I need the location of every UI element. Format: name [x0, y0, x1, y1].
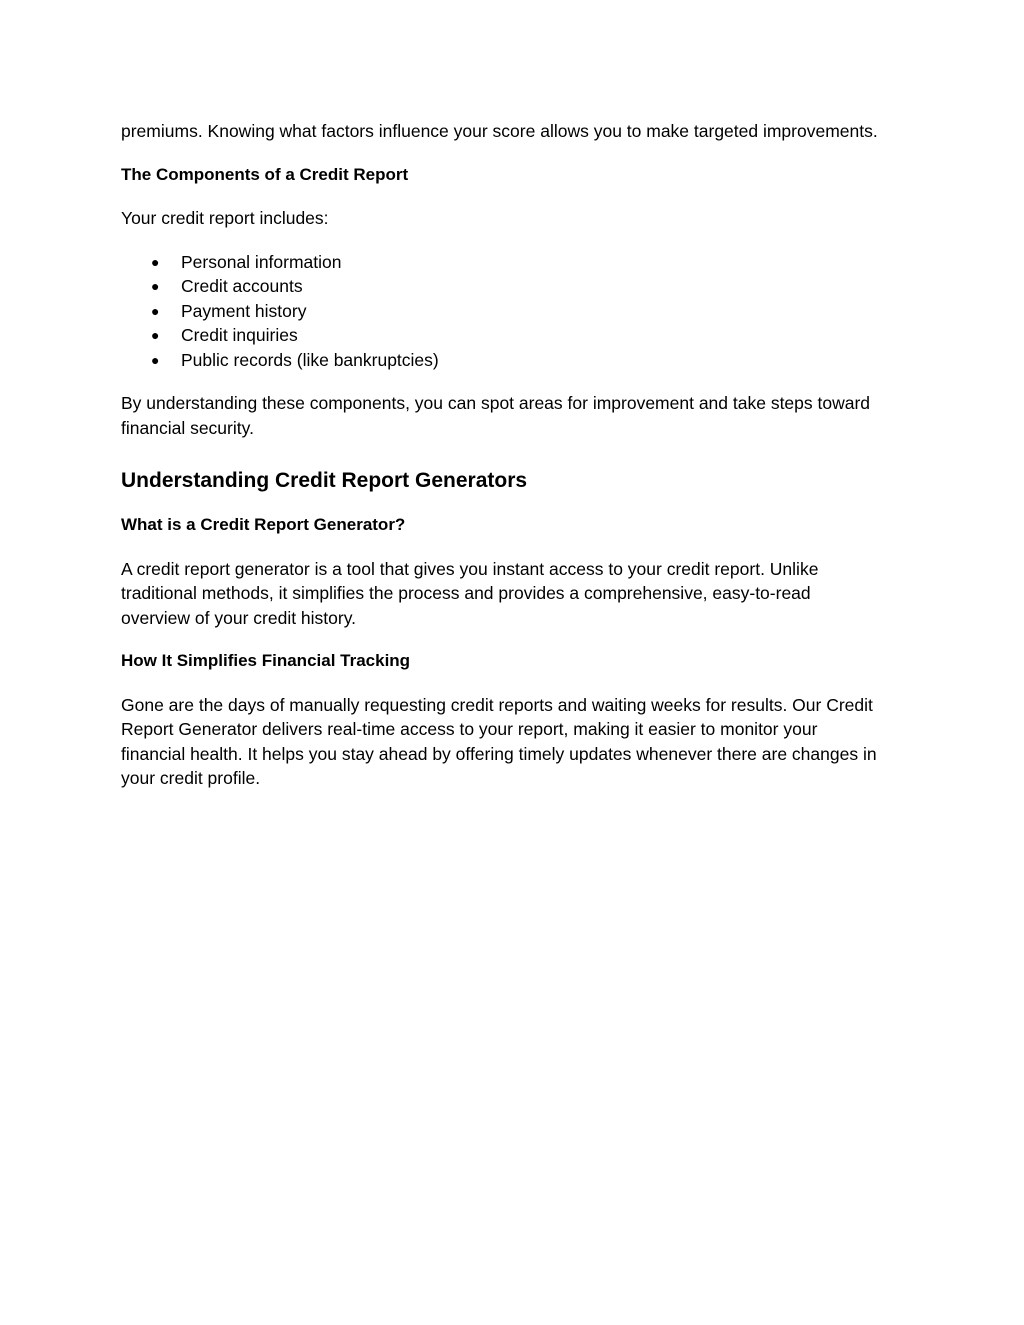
bullet-icon: ● [151, 302, 160, 319]
list-item [121, 250, 881, 275]
document-page [121, 119, 881, 810]
bullet-icon: ● [151, 351, 160, 368]
list-item-text: Personal information [181, 251, 342, 272]
simplifies-paragraph: Gone are the days of manually requesting credit reports and waiting weeks for results. Our Credit Report Generator delivers real-time access to your report, making it easier to monitor your financial health. It helps you stay ahead by offering timely updates whenever there are changes in your credit profile. [121, 694, 877, 788]
bullet-icon: ● [151, 253, 160, 270]
what-is-heading: What is a Credit Report Generator? [121, 515, 406, 534]
list-item-text: Credit inquiries [181, 325, 298, 345]
intro-paragraph: premiums. Knowing what factors influence your score allows you to make targeted improvements. [121, 121, 878, 141]
components-lead: Your credit report includes: [121, 208, 329, 228]
section-heading-generators: Understanding Credit Report Generators [121, 469, 528, 492]
list-item-text: Public records (like bankruptcies) [181, 349, 439, 370]
list-item-text: Payment history [181, 300, 307, 321]
list-item [121, 274, 881, 299]
components-list [121, 250, 881, 373]
bullet-icon: ● [151, 327, 160, 343]
list-item [121, 323, 881, 348]
list-item-text: Credit accounts [181, 276, 303, 296]
list-item [121, 348, 881, 373]
simplifies-heading: How It Simplifies Financial Tracking [121, 651, 411, 670]
what-is-paragraph: A credit report generator is a tool that gives you instant access to your credit report. Unlike traditional methods, it simplifies the process and provides a comprehensive, easy-to-read overview of your credit history. [121, 558, 819, 628]
list-item [121, 299, 881, 324]
components-heading: The Components of a Credit Report [121, 164, 409, 184]
bullet-icon: ● [151, 278, 160, 294]
components-conclusion: By understanding these components, you can spot areas for improvement and take steps toward financial security. [121, 393, 871, 438]
